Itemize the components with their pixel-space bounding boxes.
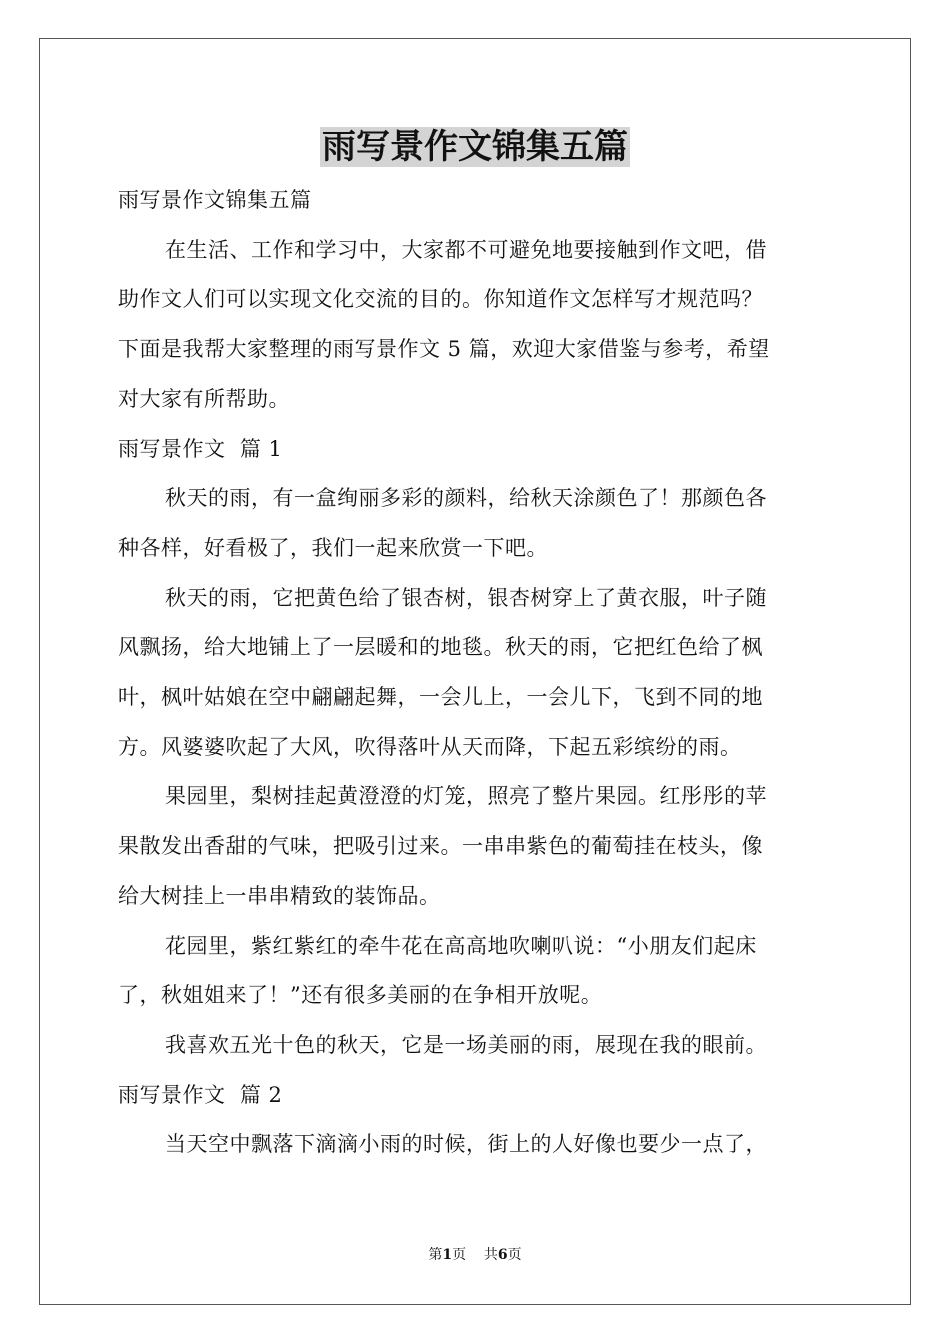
text-line: 在生活、工作和学习中，大家都不可避免地要接触到作文吧，借 [165, 237, 767, 262]
page-footer [0, 1245, 950, 1265]
text-line: 给大树挂上一串串精致的装饰品。 [118, 883, 441, 908]
footer-middle: 页 共 [452, 1247, 498, 1263]
text-line: 果园里，梨树挂起黄澄澄的灯笼，照亮了整片果园。红彤彤的苹 [165, 784, 767, 809]
text-line: 助作文人们可以实现文化交流的目的。你知道作文怎样写才规范吗？ [118, 287, 763, 312]
text-line: 雨写景作文锦集五篇 [118, 188, 312, 212]
footer-suffix: 页 [507, 1247, 522, 1263]
text-line: 雨写景作文 篇 1 [118, 436, 283, 461]
document-title [0, 124, 950, 170]
text-line: 秋天的雨，它把黄色给了银杏树，银杏树穿上了黄衣服，叶子随 [165, 585, 767, 610]
text-line: 种各样，好看极了，我们一起来欣赏一下吧。 [118, 535, 548, 560]
text-line: 雨写景作文 篇 2 [118, 1082, 283, 1107]
footer-prefix: 第 [428, 1247, 443, 1263]
text-line: 叶，枫叶姑娘在空中翩翩起舞，一会儿上，一会儿下，飞到不同的地 [118, 685, 763, 710]
document-body [118, 176, 833, 1170]
footer-current-page: 1 [442, 1247, 453, 1263]
text-line: 风飘扬，给大地铺上了一层暖和的地毯。秋天的雨，它把红色给了枫 [118, 635, 763, 660]
footer-total-pages: 6 [497, 1247, 508, 1263]
document-title-text: 雨写景作文锦集五篇 [322, 127, 628, 167]
text-line: 秋天的雨，有一盒绚丽多彩的颜料，给秋天涂颜色了！那颜色各 [165, 486, 767, 511]
text-line: 了，秋姐姐来了！”还有很多美丽的在争相开放呢。 [118, 983, 603, 1008]
text-line: 对大家有所帮助。 [118, 386, 290, 411]
text-line: 下面是我帮大家整理的雨写景作文 5 篇，欢迎大家借鉴与参考，希望 [118, 337, 770, 362]
text-line: 当天空中飘落下滴滴小雨的时候，街上的人好像也要少一点了， [165, 1132, 767, 1157]
text-line: 花园里，紫红紫红的牵牛花在高高地吹喇叭说：“小朋友们起床 [165, 933, 757, 958]
text-line: 果散发出香甜的气味，把吸引过来。一串串紫色的葡萄挂在枝头，像 [118, 834, 763, 859]
text-line: 我喜欢五光十色的秋天，它是一场美丽的雨，展现在我的眼前。 [165, 1032, 767, 1057]
text-line: 方。风婆婆吹起了大风，吹得落叶从天而降，下起五彩缤纷的雨。 [118, 734, 742, 759]
